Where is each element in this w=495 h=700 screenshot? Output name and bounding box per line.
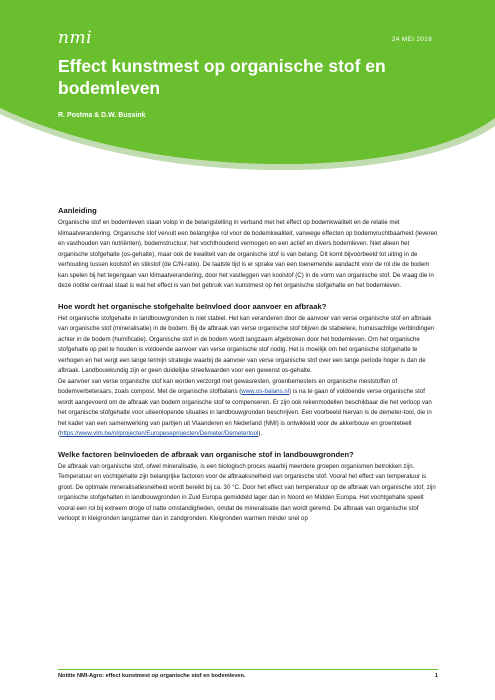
section-paragraph: Organische stof en bodemleven staan volop in de belangstelling in verband met het effect op bodemkwaliteit en de relatie met klimaatverandering. Organische stof vervult een belangrijke rol voor de bodemkwaliteit, vanwege effecten op bodemvruchtbaarheid (leveren en vasthouden van nutriënten), bodemstructuur, het vochthoudend vermogen en een actief en divers bodemleven. Niet alleen het organische stofgehalte (os-gehalte), maar ook de kwaliteit van de organische stof is van belang. Dit komt bijvoorbeeld tot uiting in de verhouding tussen koolstof en stikstof (de C/N-ratio). De laatste tijd is er sprake van een toenemende aandacht voor de rol die de bodem kan spelen bij het tegengaan van klimaatverandering, door het vastleggen van koolstof (C) in de vorm van organische stof. De vraag die in deze notitie centraal staat is wat het effect is van het gebruik van kunstmest op het organische stofgehalte en het bodemleven. xyxy=(58,219,438,289)
document-body xyxy=(58,206,438,535)
page-number: 1 xyxy=(434,673,438,679)
section-aanleiding xyxy=(58,206,438,292)
demeter-tool-link[interactable]: https://www.vlm.be/nl/projecten/Europeseprojecten/Demeter/Demetertool xyxy=(60,430,259,437)
header-banner xyxy=(0,0,495,170)
section-paragraph: Het organische stofgehalte in landbouwgronden is niet stabiel. Het kan veranderen door de aanvoer van verse organische stof en afbraak van organische stof (mineralisatie) in de bodem. Bij de afbraak van verse organische stof blijven de stabielere, humusachtige verbindingen achter in de bodem (humificatie). Organische stof in de bodem wordt langzaam afgebroken door het bodemleven. Om het organische stofgehalte op peil te houden is voldoende aanvoer van verse organische stof nodig. Het is moeilijk om het organische stofgehalte te verhogen en het vergt een lange termijn strategie waarbij de aanvoer van verse organische stof over een lange periode hoger is dan de afbraak. Landbouwkundig zijn er geen duidelijke streefwaarden voor een gewenst os-gehalte. xyxy=(58,314,435,374)
authors: R. Postma & D.W. Bussink xyxy=(58,112,146,119)
footer-divider xyxy=(58,669,438,670)
section-factoren xyxy=(58,450,438,525)
section-paragraph xyxy=(58,377,438,440)
section-heading: Welke factoren beïnvloeden de afbraak van organische stof in landbouwgronden? xyxy=(58,449,354,459)
paragraph-text: De aanvoer van verse organische stof kan worden verzorgd met gewasresten, groenbemesters en organische meststoffen of bodemverbeteraars, zoals compost. Met de organische stofbalans ( xyxy=(58,377,398,395)
section-paragraph: De afbraak van organische stof, ofwel mineralisatie, is een biologisch proces waarbij meerdere groepen organismen betrokken zijn. Temperatuur en vochtgehalte zijn belangrijke factoren voor de afbraaksnelheid van organische stof. Vooral het effect van temperatuur is groot. De optimale mineralisatiesnelheid wordt bereikt bij ca. 30 °C. Door het effect van temperatuur op de afbraak van organische stof, zijn organische stofgehalten in landbouwgronden in Zuid Europa gemiddeld lager dan in Noord en Midden Europa. Het vochtgehalte speelt vooral een rol bij extreem droge of natte omstandigheden, omdat de mineralisatie dan wordt geremd. De afbraak van organische stof verloopt in kleigronden langzamer dan in zandgronden. Kleigronden warmen minder snel op xyxy=(58,462,436,522)
nmi-logo: nmi xyxy=(58,28,93,48)
section-heading: Aanleiding xyxy=(58,206,97,215)
footer-text: Notitie NMI-Agro: effect kunstmest op organische stof en bodemleven. xyxy=(58,673,246,679)
paragraph-text: ). xyxy=(258,430,263,437)
publication-date: 24 MEI 2019 xyxy=(391,36,432,43)
section-aanvoer-afbraak xyxy=(58,302,438,440)
document-title: Effect kunstmest op organische stof en bodemleven xyxy=(58,56,386,98)
section-heading: Hoe wordt het organische stofgehalte beïnvloed door aanvoer en afbraak? xyxy=(58,301,327,311)
paragraph-text: ) is na te gaan of voldoende verse organische stof wordt aangevoerd om de afbraak van bodem organische stof te compenseren. Er zijn ook rekenmodellen beschikbaar die het verloop van het organische stofgehalte voor uiteenlopende situaties in landbouwgronden beschrijven. Een voorbeeld hiervan is de demeter-tool, die in het kader van een samenwerking van partijen uit Vlaanderen en Nederland (NMI) is ontwikkeld voor de akkerbouw en groenteteelt ( xyxy=(58,388,432,437)
os-balans-link[interactable]: www.os-balans.nl xyxy=(241,388,290,395)
